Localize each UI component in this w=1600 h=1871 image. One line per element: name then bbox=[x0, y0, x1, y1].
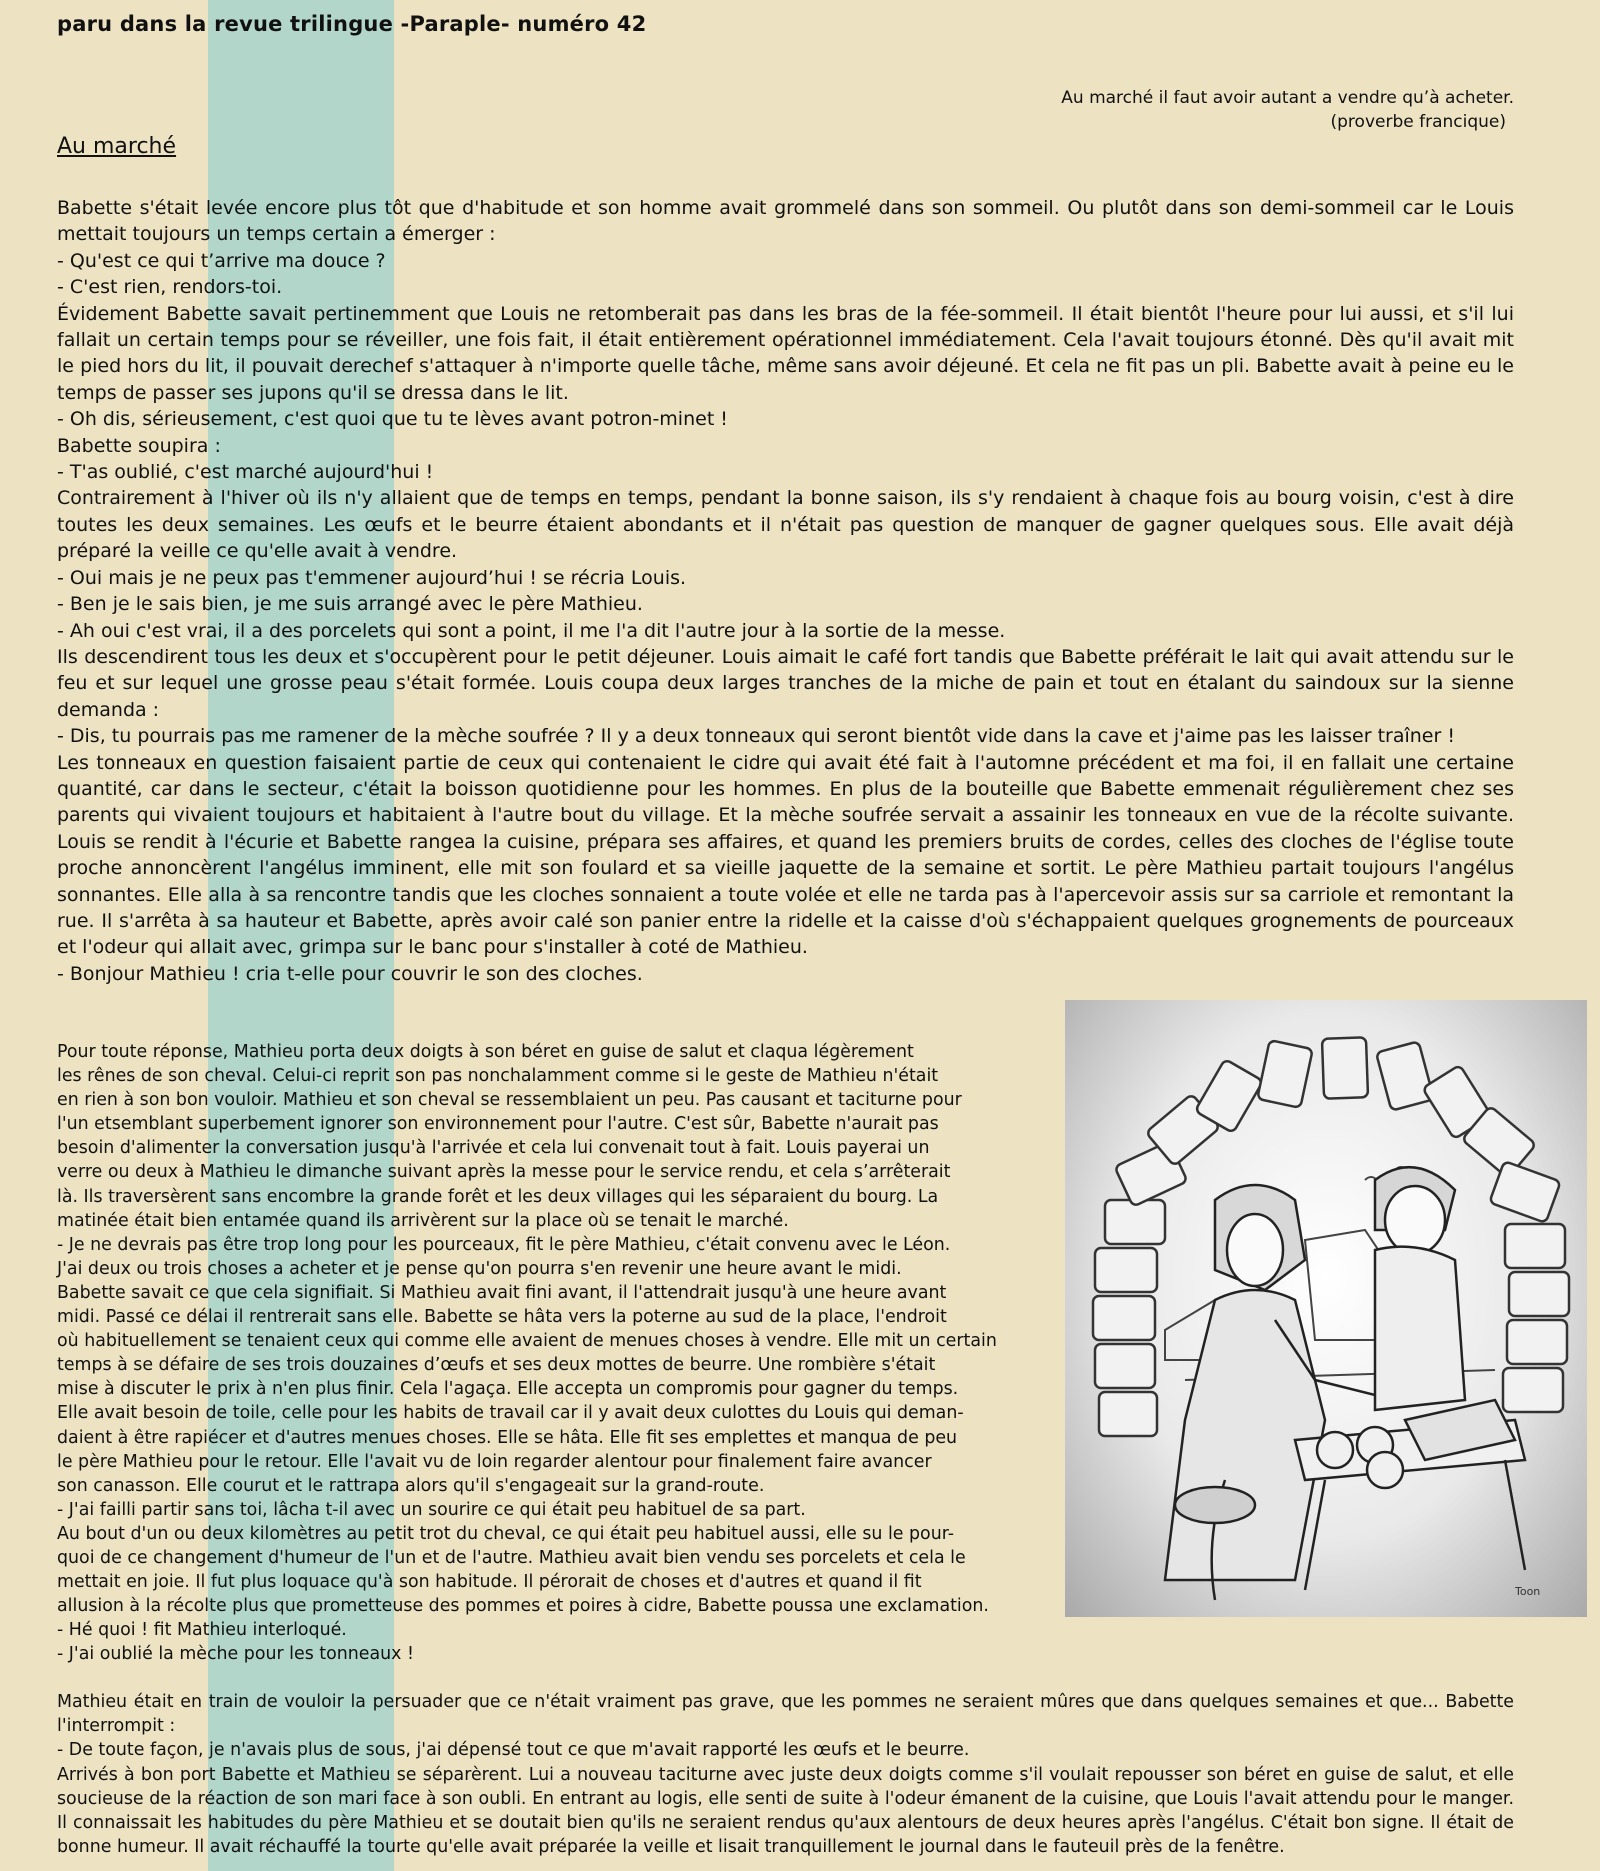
paragraph: Mathieu était en train de vouloir la persuader que ce n'était vraiment pas grave, que les pommes ne seraient mûres que dans quelques semaines et que... Babette l'interrompit : bbox=[57, 1692, 1514, 1737]
text-line: temps à se défaire de ses trois douzaines d’œufs et ses deux mottes de beurre. Une rombière s'était bbox=[57, 1355, 936, 1376]
paragraph: Babette soupira : bbox=[57, 434, 221, 457]
epigraph-source: (proverbe francique) bbox=[1330, 112, 1506, 132]
story-ending bbox=[57, 1690, 1514, 1859]
text-line: verre ou deux à Mathieu le dimanche suivant après la messe pour le service rendu, et cela s’arrêterait bbox=[57, 1162, 951, 1183]
paragraph: Évidement Babette savait pertinemment que Louis ne retomberait pas dans les bras de la fée-sommeil. Il était bientôt l'heure pour lui aussi, et s'il lui fallait un certain temps pour se réveiller, une fois fait, il était entièrement opérationnel immédiatement. Cela l'avait toujours étonné. Dès qu'il avait mit le pied hors du lit, il pouvait derechef s'attaquer à n'importe quelle tâche, même sans avoir déjeuné. Et cela ne fit pas un pli. Babette avait à peine eu le temps de passer ses jupons qu'il se dressa dans le lit. bbox=[57, 302, 1514, 404]
paragraph: - De toute façon, je n'avais plus de sous, j'ai dépensé tout ce que m'avait rapporté les œufs et le beurre. bbox=[57, 1740, 970, 1761]
text-line: besoin d'alimenter la conversation jusqu'à l'arrivée et cela lui convenait tout à fait. Louis payerai un bbox=[57, 1138, 930, 1159]
text-line: Babette savait ce que cela signifiait. Si Mathieu avait fini avant, il l'attendrait jusqu'à une heure avant bbox=[57, 1282, 947, 1303]
text-line: Au bout d'un ou deux kilomètres au petit trot du cheval, ce qui était peu habituel aussi, elle su le pour- bbox=[57, 1523, 955, 1544]
paragraph: Arrivés à bon port Babette et Mathieu se séparèrent. Lui a nouveau taciturne avec juste deux doigts comme s'il voulait repousser son béret en guise de salut, et elle soucieuse de la réaction de son mari face à son oubli. En entrant au logis, elle senti de suite à l'odeur émanent de la cuisine, que Louis l'avait attendu pour le manger. Il connaissait les habitudes du père Mathieu et se doutait bien qu'ils ne seraient rendus qu'aux alentours de deux heures après l'angélus. C'était bon signe. Il était de bonne humeur. Il avait réchauffé la tourte qu'elle avait préparée la veille et lisait tranquillement le journal dans le fauteuil près de la fenêtre. bbox=[57, 1764, 1514, 1858]
text-line: matinée était bien entamée quand ils arrivèrent sur la place où se tenait le marché. bbox=[57, 1210, 789, 1231]
text-line: - Hé quoi ! fit Mathieu interloqué. bbox=[57, 1620, 347, 1641]
paragraph: - Oh dis, sérieusement, c'est quoi que tu te lèves avant potron-minet ! bbox=[57, 408, 728, 431]
text-line: J'ai deux ou trois choses a acheter et je pense qu'on pourra s'en revenir une heure avant le midi. bbox=[57, 1258, 902, 1279]
page-header-title: paru dans la revue trilingue -Paraple- numéro 42 bbox=[57, 12, 647, 36]
text-line: allusion à la récolte plus que prometteuse des pommes et poires à cidre, Babette poussa une exclamation. bbox=[57, 1596, 989, 1617]
text-line: là. Ils traversèrent sans encombre la grande forêt et les deux villages qui les séparaient du bourg. La bbox=[57, 1186, 939, 1207]
text-line: - Je ne devrais pas être trop long pour les pourceaux, fit le père Mathieu, c'était convenu avec le Léon. bbox=[57, 1234, 951, 1255]
text-line: - J'ai oublié la mèche pour les tonneaux ! bbox=[57, 1644, 414, 1665]
illustration-signature: Toon bbox=[1515, 1585, 1541, 1598]
paragraph: - Bonjour Mathieu ! cria t-elle pour couvrir le son des cloches. bbox=[57, 962, 643, 985]
paragraph: - Ah oui c'est vrai, il a des porcelets qui sont a point, il me l'a dit l'autre jour à la sortie de la messe. bbox=[57, 619, 1006, 642]
market-illustration bbox=[1065, 1000, 1587, 1617]
story-opening bbox=[57, 195, 1514, 987]
paragraph: - Ben je le sais bien, je me suis arrangé avec le père Mathieu. bbox=[57, 593, 643, 616]
epigraph bbox=[814, 86, 1514, 134]
paragraph: Contrairement à l'hiver où ils n'y allaient que de temps en temps, pendant la bonne saison, ils s'y rendaient à chaque fois au bourg voisin, c'est à dire toutes les deux semaines. Les œufs et le beurre étaient abondants et il n'était pas question de manquer de gagner quelques sous. Elle avait déjà préparé la veille ce qu'elle avait à vendre. bbox=[57, 487, 1514, 563]
text-line: mise à discuter le prix à n'en plus finir. Cela l'agaça. Elle accepta un compromis pour gagner du temps. bbox=[57, 1379, 959, 1400]
text-line: Pour toute réponse, Mathieu porta deux doigts à son béret en guise de salut et claqua légèrement bbox=[57, 1042, 914, 1062]
text-line: daient à être rapiécer et d'autres menues choses. Elle se hâta. Elle fit ses emplettes et manqua de peu bbox=[57, 1427, 958, 1448]
text-line: les rênes de son cheval. Celui-ci reprit son pas nonchalamment comme si le geste de Mathieu n'était bbox=[57, 1066, 939, 1087]
paragraph: - Dis, tu pourrais pas me ramener de la mèche soufrée ? Il y a deux tonneaux qui seront bientôt vide dans la cave et j'aime pas les laisser traîner ! bbox=[57, 725, 1455, 748]
text-line: l'un etsemblant superbement ignorer son environnement pour l'autre. C'est sûr, Babette n'aurait pas bbox=[57, 1114, 939, 1135]
paragraph: - C'est rien, rendors-toi. bbox=[57, 276, 283, 299]
paragraph: - T'as oublié, c'est marché aujourd'hui ! bbox=[57, 461, 434, 484]
story-middle-column bbox=[57, 1040, 1057, 1666]
text-line: mettait en joie. Il fut plus loquace qu'à son habitude. Il pérorait de choses et d'autres et quand il fit bbox=[57, 1572, 922, 1593]
text-line: en rien à son bon vouloir. Mathieu et son cheval se ressemblaient un peu. Pas causant et taciturne pour bbox=[57, 1090, 962, 1111]
paragraph: Les tonneaux en question faisaient partie de ceux qui contenaient le cidre qui avait été fait à l'automne précédent et ma foi, il en fallait une certaine quantité, car dans le secteur, c'était la boisson quotidienne pour les hommes. En plus de la bouteille que Babette emmenait régulièrement chez ses parents qui vivaient toujours et habitaient à l'autre bout du village. Et la mèche soufrée servait a assainir les tonneaux en vue de la récolte suivante. Louis se rendit à l'écurie et Babette rangea la cuisine, prépara ses affaires, et quand les premiers bruits de cordes, celles des cloches de l'église toute proche annoncèrent l'angélus imminent, elle mit son foulard et sa vieille jaquette de la semaine et sortit. Le père Mathieu partait toujours l'angélus sonnantes. Elle alla à sa rencontre tandis que les cloches sonnaient a toute volée et elle ne tarda pas à l'apercevoir assis sur sa carriole et remontant la rue. Il s'arrêta à sa hauteur et Babette, après avoir calé son panier entre la ridelle et la caisse d'où s'échappaient quelques grognements de pourceaux et l'odeur qui allait avec, grimpa sur le banc pour s'installer à coté de Mathieu. bbox=[57, 751, 1514, 959]
epigraph-quote: Au marché il faut avoir autant a vendre qu’à acheter. bbox=[1061, 88, 1514, 108]
text-line: où habituellement se tenaient ceux qui comme elle avaient de menues choses à vendre. Elle mit un certain bbox=[57, 1331, 997, 1352]
text-line: Elle avait besoin de toile, celle pour les habits de travail car il y avait deux culottes du Louis qui deman- bbox=[57, 1403, 964, 1424]
text-line: midi. Passé ce délai il rentrerait sans elle. Babette se hâta vers la poterne au sud de la place, l'endroit bbox=[57, 1307, 947, 1328]
market-illustration-drawing bbox=[1065, 1000, 1587, 1617]
text-line: quoi de ce changement d'humeur de l'un et de l'autre. Mathieu avait bien vendu ses porcelets et cela le bbox=[57, 1547, 966, 1568]
text-line: son canasson. Elle courut et le rattrapa alors qu'il s'engageait sur la grand-route. bbox=[57, 1475, 765, 1496]
paragraph: - Qu'est ce qui t’arrive ma douce ? bbox=[57, 249, 386, 272]
story-title: Au marché bbox=[57, 134, 177, 159]
paragraph: Ils descendirent tous les deux et s'occupèrent pour le petit déjeuner. Louis aimait le café fort tandis que Babette préférait le lait qui avait attendu sur le feu et sur lequel une grosse peau s'était formée. Louis coupa deux larges tranches de la miche de pain et tout en étalant du saindoux sur la sienne demanda : bbox=[57, 645, 1514, 721]
text-line: le père Mathieu pour le retour. Elle l'avait vu de loin regarder alentour pour finalement faire avancer bbox=[57, 1451, 932, 1472]
text-line: - J'ai failli partir sans toi, lâcha t-il avec un sourire ce qui était peu habituel de sa part. bbox=[57, 1499, 806, 1520]
paragraph: - Oui mais je ne peux pas t'emmener aujourd’hui ! se récria Louis. bbox=[57, 566, 687, 589]
paragraph: Babette s'était levée encore plus tôt que d'habitude et son homme avait grommelé dans son sommeil. Ou plutôt dans son demi-sommeil car le Louis mettait toujours un temps certain a émerger : bbox=[57, 197, 1514, 246]
